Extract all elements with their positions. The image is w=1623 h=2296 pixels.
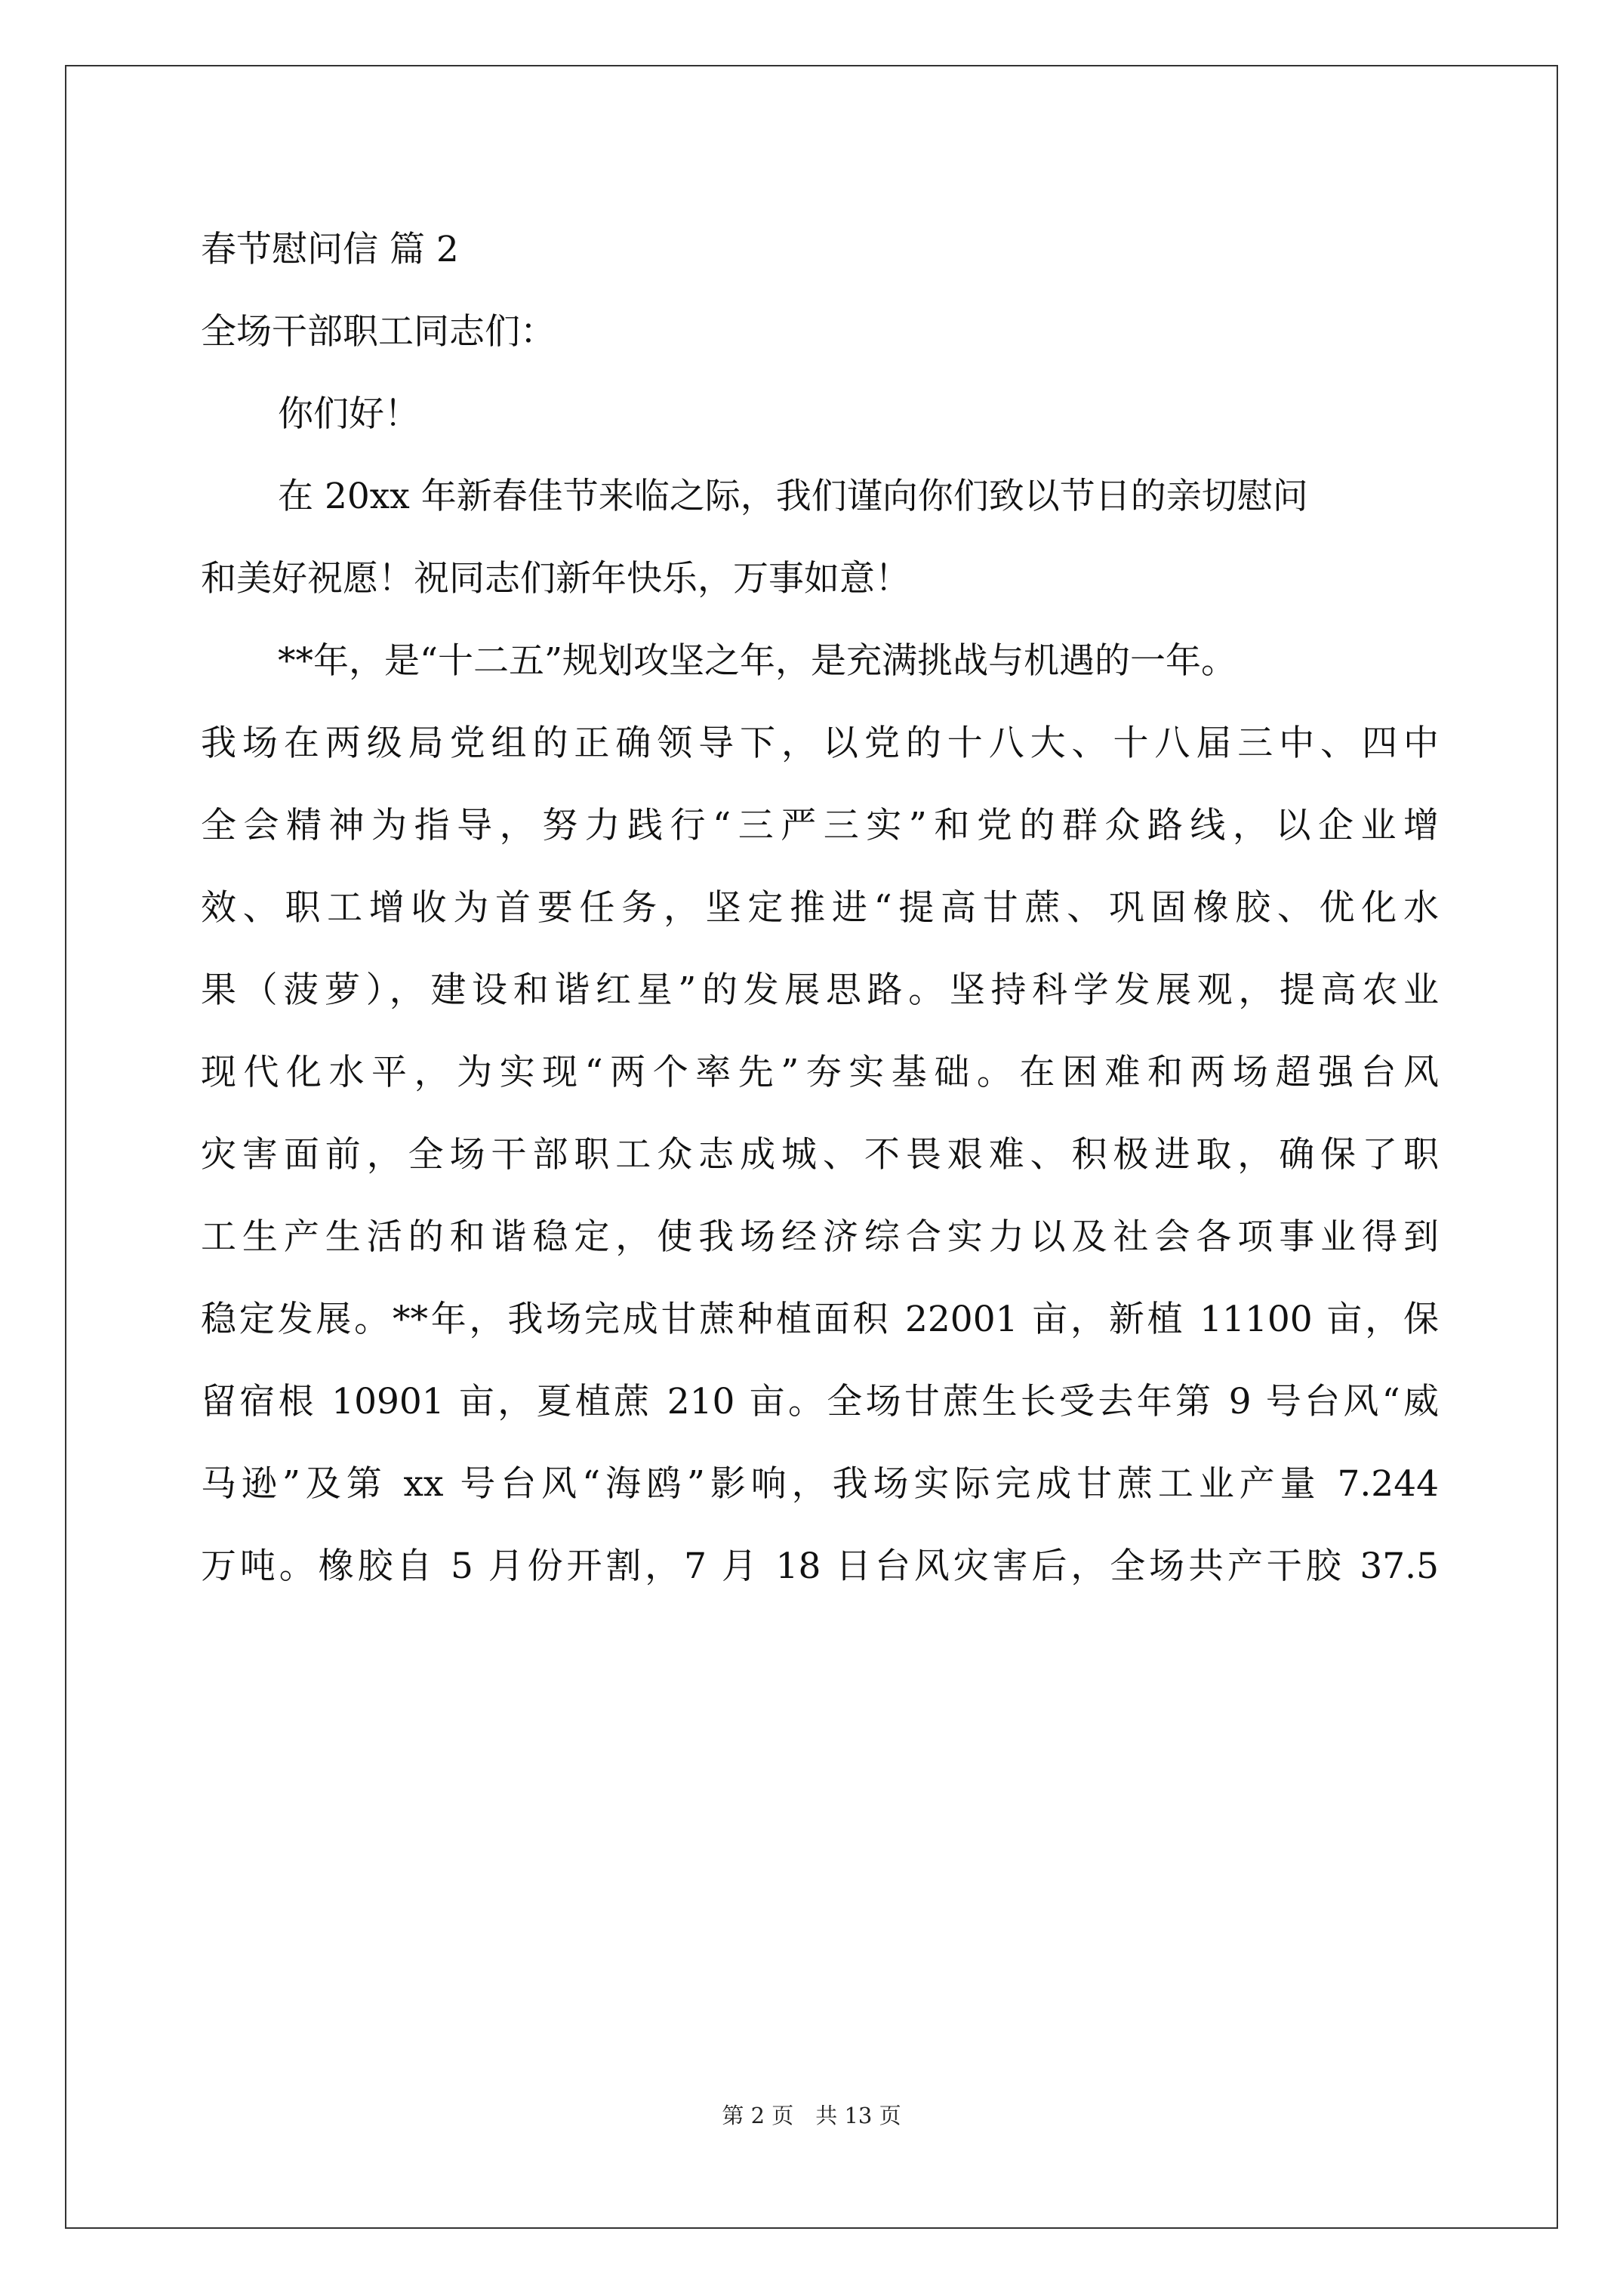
letter-body	[201, 208, 1439, 1607]
paragraph-line: 和美好祝愿！祝同志们新年快乐，万事如意！	[201, 558, 910, 599]
paragraph-line: 马逊”及第 xx 号台风“海鸥”影响，我场实际完成甘蔗工业产量 7.244	[201, 1463, 1439, 1505]
paragraph-line: 我场在两级局党组的正确领导下，以党的十八大、十八届三中、四中	[201, 723, 1439, 764]
page-number-footer: 第 2 页 共 13 页	[722, 2103, 901, 2128]
paragraph-line: 现代化水平，为实现“两个率先”夯实基础。在困难和两场超强台风	[201, 1052, 1439, 1093]
paragraph-line: 万吨。橡胶自 5 月份开割，7 月 18 日台风灾害后，全场共产干胶 37.5	[201, 1546, 1439, 1587]
paragraph-line: 效、职工增收为首要任务，坚定推进“提高甘蔗、巩固橡胶、优化水	[201, 887, 1439, 929]
salutation: 全场干部职工同志们：	[201, 311, 556, 353]
paragraph-line: 果（菠萝），建设和谐红星”的发展思路。坚持科学发展观，提高农业	[201, 969, 1439, 1011]
section-title: 春节慰问信 篇 2	[201, 229, 459, 270]
paragraph-line: **年，是“十二五”规划攻坚之年，是充满挑战与机遇的一年。	[278, 640, 1237, 682]
paragraph-line: 在 20xx 年新春佳节来临之际，我们谨向你们致以节日的亲切慰问	[278, 476, 1308, 517]
paragraph-line: 灾害面前，全场干部职工众志成城、不畏艰难、积极进取，确保了职	[201, 1134, 1439, 1176]
paragraph-line: 留宿根 10901 亩，夏植蔗 210 亩。全场甘蔗生长受去年第 9 号台风“威	[201, 1381, 1439, 1422]
paragraph-line: 工生产生活的和谐稳定，使我场经济综合实力以及社会各项事业得到	[201, 1216, 1439, 1258]
paragraph-line: 稳定发展。**年，我场完成甘蔗种植面积 22001 亩，新植 11100 亩，保	[201, 1299, 1439, 1340]
paragraph-line: 全会精神为指导，努力践行“三严三实”和党的群众路线，以企业增	[201, 805, 1439, 846]
greeting: 你们好！	[278, 393, 420, 435]
